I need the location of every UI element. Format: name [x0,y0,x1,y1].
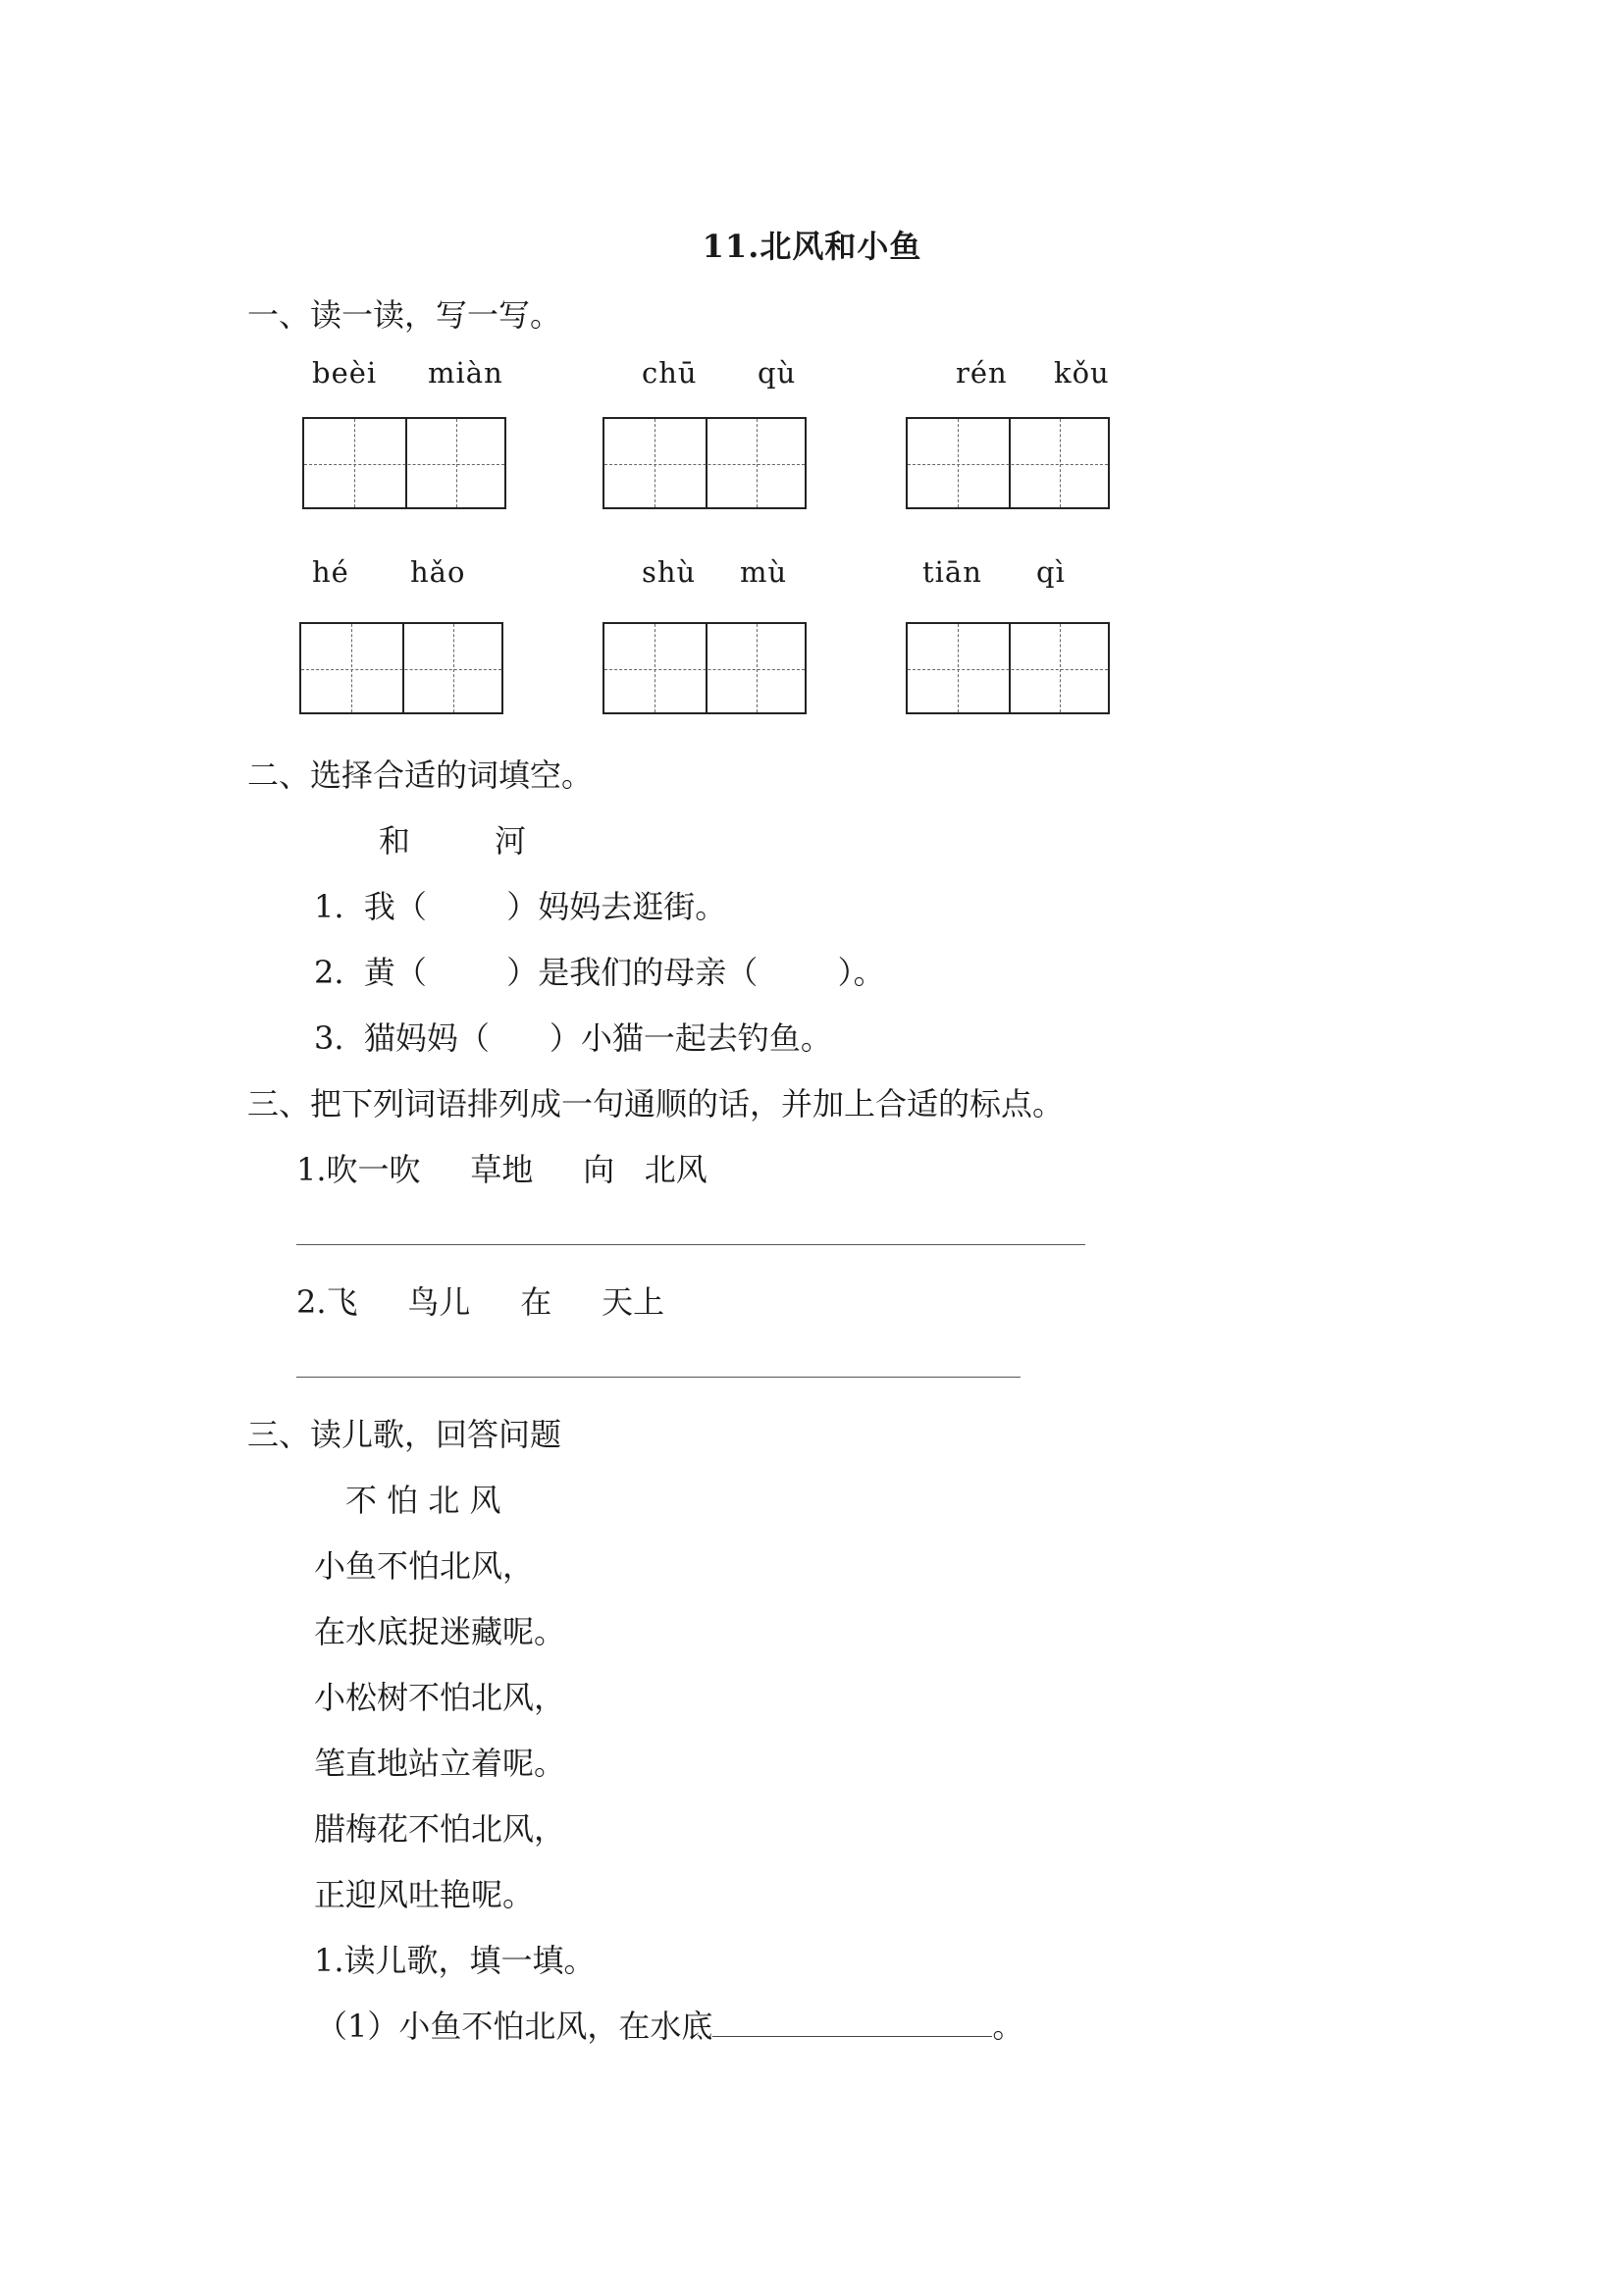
poem-line: 在水底捉迷藏呢。 [314,1613,566,1650]
choice-word-river: 河 [495,822,527,860]
writing-grid[interactable] [906,417,1110,509]
pinyin-2-2: qù [758,356,797,390]
fill-question-2: 2. 黄（ ）是我们的母亲（ ）。 [314,954,885,991]
pinyin-4-2: hǎo [410,555,466,589]
fill-question-3: 3. 猫妈妈（ ）小猫一起去钓鱼。 [314,1019,832,1057]
poem-line: 笔直地站立着呢。 [314,1745,566,1782]
pinyin-5-2: mù [740,555,788,589]
pinyin-3-1: rén [956,356,1008,390]
writing-grid[interactable] [299,622,503,714]
writing-grid[interactable] [602,622,807,714]
reorder-question-1: 1.吹一吹 草地 向 北风 [296,1151,707,1188]
answer-line-2[interactable] [296,1377,1021,1378]
poem-line: 腊梅花不怕北风， [314,1810,566,1848]
poem-title: 不 怕 北 风 [345,1482,501,1519]
choice-word-he: 和 [379,822,411,860]
pinyin-3-2: kǒu [1054,356,1110,390]
section4-heading: 三、读儿歌，回答问题 [247,1416,562,1453]
poem-line: 正迎风吐艳呢。 [314,1876,535,1913]
section3-heading: 三、把下列词语排列成一句通顺的话，并加上合适的标点。 [247,1085,1065,1122]
fill-blank-prefix: （1）小鱼不怕北风，在水底 [316,2008,713,2045]
fill-blank-suffix: 。 [992,2008,1024,2045]
poem-line: 小松树不怕北风， [314,1679,566,1716]
pinyin-1-1: beèi [312,356,378,390]
pinyin-4-1: hé [312,555,349,589]
writing-grid[interactable] [602,417,807,509]
pinyin-6-1: tiān [922,555,982,589]
writing-grid[interactable] [906,622,1110,714]
pinyin-2-1: chū [642,356,698,390]
answer-line-1[interactable] [296,1244,1085,1245]
poem-line: 小鱼不怕北风， [314,1547,535,1585]
pinyin-6-2: qì [1036,555,1066,589]
sub-question: 1.读儿歌，填一填。 [314,1942,596,1979]
fill-question-1: 1. 我（ ）妈妈去逛街。 [314,888,727,925]
section2-heading: 二、选择合适的词填空。 [247,757,594,794]
writing-grid[interactable] [302,417,506,509]
fill-blank-question [316,2002,1023,2047]
fill-blank-line[interactable] [712,2007,992,2037]
section1-heading: 一、读一读，写一写。 [247,296,562,334]
pinyin-1-2: miàn [428,356,503,390]
worksheet-title: 11.北风和小鱼 [702,228,922,265]
reorder-question-2: 2.飞 鸟儿 在 天上 [296,1283,665,1321]
pinyin-5-1: shù [642,555,697,589]
